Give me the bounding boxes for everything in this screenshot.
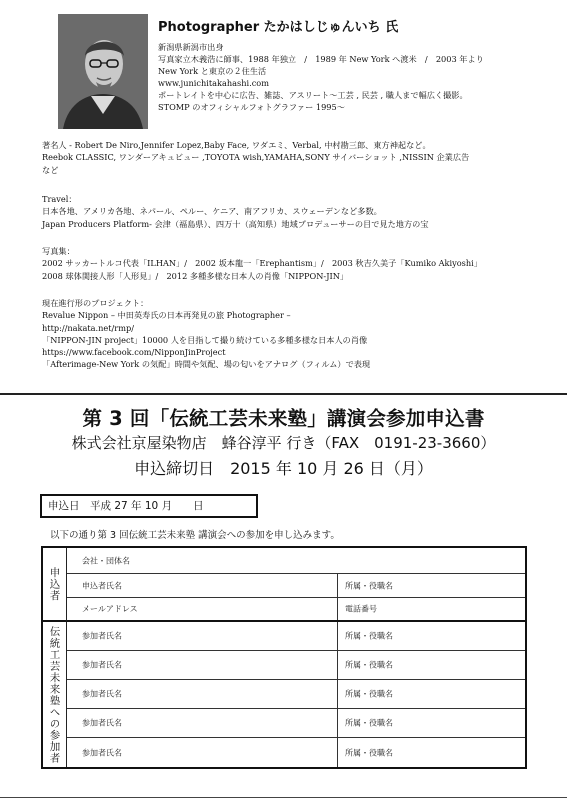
application-title: 第 3 回「伝統工芸未来塾」講演会参加申込書 [82,407,485,430]
position-label: 所属・役職名 [345,631,393,641]
position-label: 所属・役職名 [345,718,393,728]
position-label: 所属・役職名 [345,660,393,670]
photographer-bio [158,41,558,114]
projects-section [42,297,557,371]
email-label: メールアドレス [82,604,138,614]
travel-section [42,193,557,230]
photobooks-section [42,245,557,282]
application-deadline: 申込締切日 2015 年 10 月 26 日（月） [134,459,433,478]
participant-name-label: 参加者氏名 [82,689,122,699]
travel-line: 日本各地、アメリカ各地、ネパール、ペルー、ケニア、南アフリカ、スウェーデンなど多数。 [42,206,382,217]
position-label: 所属・役職名 [345,581,393,590]
column-divider [337,622,338,650]
position-label: 所属・役職名 [345,748,393,757]
projects-link: https://www.facebook.com/NipponJinProject [42,347,226,358]
participant-group-label: 伝統工芸未来塾への参加者 [48,625,61,764]
participant-name-label: 参加者氏名 [82,631,122,641]
travel-heading: Travel： [42,194,77,204]
celebrities-line: など [42,164,59,175]
photographer-name: Photographer たかはしじゅんいち 氏 [158,20,399,35]
bio-line: ポートレイトを中心に広告、雑誌、アスリート～工芸 , 民芸 , 職人まで幅広く撮影。 [158,90,468,101]
projects-line: 「Afterimage-New York の気配」時間や気配、場の匂いをアナログ（フィルム）で表現 [42,359,371,370]
application-date-field[interactable]: 申込日 平成 27 年 10 月 日 [40,494,258,518]
bio-line: 写真家立木義浩に師事、1988 年独立 / 1989 年 New York へ渡米 / 2003 年より [158,54,484,65]
participant-name-label: 参加者氏名 [82,660,122,670]
section-divider [0,393,567,395]
participant-row[interactable] [67,738,525,767]
applicant-name-label: 申込者氏名 [82,581,122,590]
photobooks-line: 2008 球体関接人形「人形見」/ 2012 多種多様な日本人の肖像「NIPPON-JIN」 [42,270,349,281]
applicant-group-label: 申込者 [48,566,61,602]
applicant-group-header [43,548,67,622]
projects-link: http://nakata.net/rmp/ [42,322,134,333]
celebrities-section [42,139,557,176]
participant-row[interactable] [67,680,525,709]
bio-line: www.junichitakahashi.com [158,78,269,89]
photobooks-heading: 写真集： [42,246,75,256]
position-label: 所属・役職名 [345,689,393,699]
phone-label: 電話番号 [345,604,377,614]
bio-line: New York と東京の２住生活 [158,66,267,77]
column-divider [337,651,338,679]
participant-name-label: 参加者氏名 [82,748,122,757]
bio-line: 新潟県新潟市出身 [158,42,224,52]
celebrities-line: Reebok CLASSIC, ワンダーアキュビュー ,TOYOTA wish,YAMAHA,SONY サイバーショット ,NISSIN 企業広告 [42,152,470,163]
photographer-portrait [58,14,148,129]
column-divider [337,738,338,767]
projects-line: 「NIPPON-JIN project」10000 人を目指して撮り続けている多種多様な日本人の肖像 [42,334,368,345]
projects-line: Revalue Nippon – 中田英寿氏の日本再発見の旅 Photographer – [42,310,291,321]
participant-row[interactable] [67,622,525,651]
application-recipient: 株式会社京屋染物店 蜂谷淳平 行き（FAX 0191-23-3660） [71,434,496,452]
participant-group-header [43,622,67,767]
column-divider [337,574,338,597]
celebrities-line: 著名人 - Robert De Niro,Jennifer Lopez,Baby Face, ワダエミ、Verbal, 中村勘三郎、東方神起など。 [42,140,431,150]
participant-row[interactable] [67,651,525,680]
bio-line: STOMP のオフィシャルフォトグラファー 1995～ [158,102,345,113]
application-intro: 以下の通り第 3 回伝統工芸未来塾 講演会への参加を申し込みます。 [50,530,340,541]
projects-heading: 現在進行形のプロジェクト： [42,298,149,308]
portrait-image [58,14,148,129]
photobooks-line: 2002 サッカートルコ代表「ILHAN」/ 2002 坂本龍一「Erephantism」/ 2003 秋吉久美子「Kumiko Akiyoshi」 [42,258,482,269]
column-divider [337,709,338,737]
company-row[interactable] [67,548,525,574]
participant-name-label: 参加者氏名 [82,718,122,728]
contact-row[interactable] [67,598,525,622]
application-form [41,546,527,769]
applicant-name-row[interactable] [67,574,525,598]
company-label: 会社・団体名 [82,556,130,565]
travel-line: Japan Producers Platform- 会津（福島県）、四万十（高知県）地域プロデューサーの目で見た地方の宝 [42,218,429,229]
column-divider [337,680,338,708]
column-divider [337,598,338,620]
participant-row[interactable] [67,709,525,738]
bottom-divider [0,797,567,798]
